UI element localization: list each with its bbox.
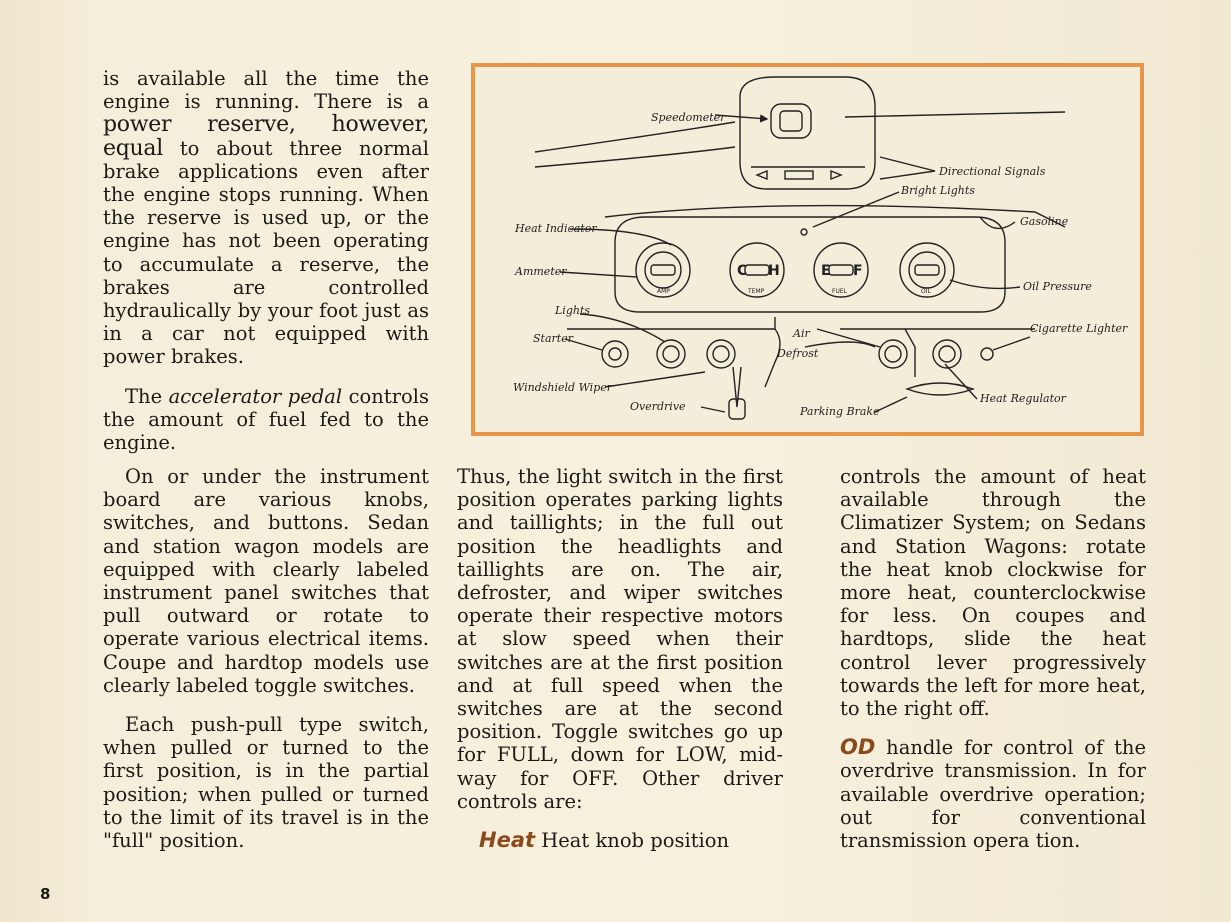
fuel-e-mark: E	[821, 263, 831, 279]
label-heat-regulator: Heat Regulator	[980, 392, 1066, 405]
bright-light-dot	[801, 229, 807, 235]
right-column	[840, 465, 1146, 868]
amp-mark: AMP	[657, 288, 670, 295]
dash-line-upper-right	[845, 112, 1065, 117]
od-text: handle for control of the overdrive transmission. In for available overdrive operation; out for conventional transmission opera tion.	[840, 736, 1147, 853]
p1-emphasis: power reserve, however, equal	[103, 112, 429, 161]
p1-line1: is available all the time the engine is running. There is a	[103, 67, 429, 114]
oil-mark: OIL	[921, 288, 931, 295]
label-heat-indicator: Heat Indicator	[515, 222, 597, 235]
lower-dash-right	[840, 329, 915, 377]
page-number: 8	[40, 885, 51, 903]
label-oil-pressure: Oil Pressure	[1023, 280, 1092, 293]
bright-indicator	[785, 171, 813, 179]
p2-accelerator-term: accelerator pedal	[168, 384, 343, 408]
dash-line-upper-left-2	[535, 147, 735, 167]
left-column-lower	[103, 465, 429, 868]
fuel-f-mark: F	[853, 263, 863, 279]
label-windshield-wiper: Windshield Wiper	[513, 381, 613, 394]
lights-knob	[657, 340, 685, 368]
left-signal-arrow	[757, 171, 767, 179]
heat-knob	[933, 340, 961, 368]
label-gasoline: Gasoline	[1020, 215, 1069, 228]
lighter-knob	[981, 348, 993, 360]
p1-rest: to about three normal brake applications even after the engine stops running. When the reserve is used up, or the engine has not been operating to accumulate a reserve, the brakes are controlled hydraulically by your foot just as in a car not equipped with power brakes.	[103, 136, 430, 369]
heat-text: Heat knob position	[541, 829, 730, 853]
label-air: Air	[793, 327, 810, 340]
paragraph-instrument-board: On or under the instrument board are various knobs, switches, and buttons. Sedan and station wagon models are equipped with clearly labeled instrument panel switches that pull outward or rotate to operate various electrical items. Coupe and hardtop models use clearly labeled toggle switches.	[103, 465, 429, 697]
air-knob	[879, 340, 907, 368]
temp-h-mark: H	[768, 263, 780, 279]
panel-top-curve	[605, 206, 1065, 227]
dash-line-upper-left	[535, 122, 735, 152]
label-lights: Lights	[555, 304, 591, 317]
paragraph-power-reserve	[103, 67, 429, 369]
speedometer-window	[780, 111, 802, 131]
paragraph-light-switch: Thus, the light switch in the first position operates parking lights and taillights; in the full out position the headlights and taillights are on. The air, defroster, and wiper switches operate their respective motors at slow speed when their switches are at the first position and at full speed when the switches are at the second position. Toggle switches go up for FULL, down for LOW, mid-way for OFF. Other driver controls are:	[457, 465, 783, 813]
instrument-panel-diagram	[471, 63, 1144, 436]
label-ammeter: Ammeter	[515, 265, 567, 278]
lower-dash-left	[567, 317, 775, 329]
speedometer-pod	[740, 77, 875, 189]
middle-column	[457, 465, 783, 868]
p2-rest: controls the amount of fuel fed to the engine.	[103, 384, 430, 455]
od-heading: OD	[840, 735, 876, 760]
temp-mark: TEMP	[748, 288, 765, 295]
starter-knob	[602, 341, 628, 367]
paragraph-heat	[457, 829, 783, 852]
paragraph-accelerator	[103, 385, 429, 455]
temp-c-mark: C	[737, 263, 748, 279]
label-overdrive: Overdrive	[630, 400, 686, 413]
label-starter: Starter	[533, 332, 573, 345]
fuel-mark: FUEL	[832, 288, 847, 295]
left-column-upper	[103, 67, 429, 470]
label-defrost: Defrost	[777, 347, 819, 360]
overdrive-handle	[733, 367, 741, 407]
label-directional-signals: Directional Signals	[939, 165, 1046, 178]
paragraph-push-pull: Each push-pull type switch, when pulled or turned to the first position, is in the partial position; when pulled or turned to the limit of its travel is in the "full" position.	[103, 713, 429, 853]
paragraph-heat-control: controls the amount of heat available through the Climatizer System; on Sedans and Station Wagons: rotate the heat knob clockwise for more heat, counterclockwise for less. On coupes and hardtops, slide the heat control lever progressively towards the left for more heat, to the right off.	[840, 465, 1146, 721]
instrument-panel-svg	[475, 67, 1140, 432]
speedometer-face	[771, 104, 811, 138]
label-speedometer: Speedometer	[651, 111, 726, 124]
p2-pre: The	[125, 384, 163, 408]
paragraph-overdrive	[840, 736, 1146, 852]
label-parking-brake: Parking Brake	[800, 405, 880, 418]
label-cigarette-lighter: Cigarette Lighter	[1030, 322, 1128, 335]
label-bright-lights: Bright Lights	[901, 184, 975, 197]
wiper-knob	[707, 340, 735, 368]
heat-heading: Heat	[479, 828, 536, 853]
right-signal-arrow	[831, 171, 841, 179]
